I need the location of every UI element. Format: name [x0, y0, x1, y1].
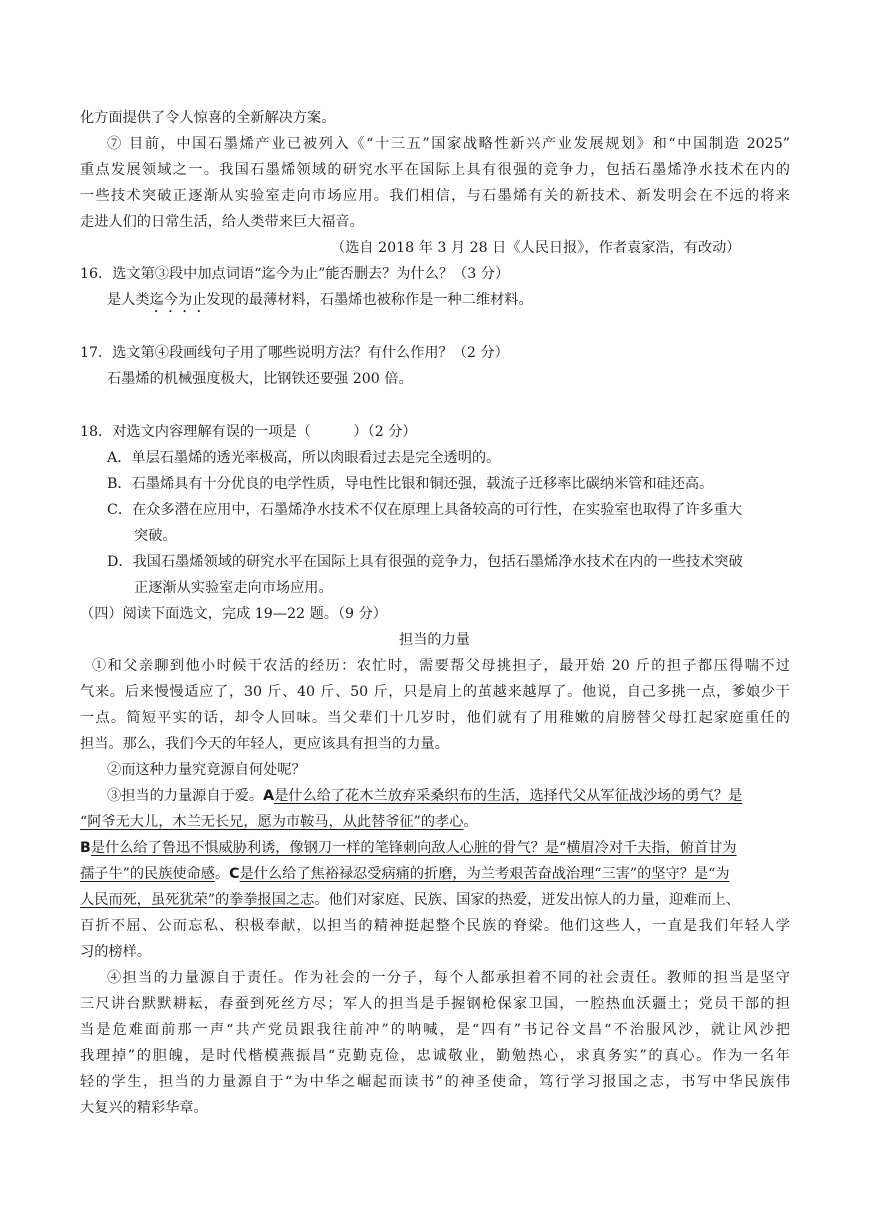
option-b: B．石墨烯具有十分优良的电学性质，导电性比银和铜还强，载流子迁移率比碳纳米管和硅还高。	[107, 476, 714, 492]
paragraph-1: 气来。后来慢慢适应了，30 斤、40 斤、50 斤，只是肩上的茧越来越厚了。他说，自己多挑一点，爹娘少干	[80, 684, 790, 700]
paragraph-3: 习的榜样。	[80, 944, 151, 960]
paragraph-3-text: 。他们对家庭、民族、国家的热爱，迸发出惊人的力量，迎难而上、	[314, 892, 740, 908]
question-18: 18．对选文内容理解有误的一项是（ ）（2 分）	[80, 424, 417, 440]
paragraph-3	[107, 786, 742, 806]
paragraph-3	[80, 864, 730, 884]
paragraph-4: 当是危难面前那一声“共产党员跟我往前冲”的呐喊，是“四有”书记谷文昌“不治服风沙，就让风沙把	[80, 1022, 790, 1038]
marker-a: A	[263, 788, 275, 804]
answer-16-dotted: 迄今为止	[149, 292, 207, 308]
article-title: 担当的力量	[399, 632, 470, 648]
paragraph-4: 大复兴的精彩华章。	[80, 1100, 208, 1116]
paragraph-3-text: 。	[463, 814, 478, 830]
option-c-line1: C．在众多潜在应用中，石墨烯净水技术不仅在原理上具备较高的可行性，在实验室也取得了许多重大	[107, 502, 743, 518]
paragraph-4: 我理掉”的胆魄，是时代楷模燕振昌“克勤克俭，忠诚敬业，勤勉热心，求真务实”的真心。作为一名年	[80, 1048, 790, 1064]
text-line: 化方面提供了令人惊喜的全新解决方案。	[80, 110, 336, 126]
paragraph-3	[80, 890, 740, 910]
source-citation: （选自 2018 年 3 月 28 日《人民日报》，作者袁家浩，有改动）	[331, 240, 741, 256]
underlined-sentence-c: 是什么给了焦裕禄忍受病痛的折磨，为兰考艰苦奋战治理“三害”的坚守？是“为	[239, 866, 730, 882]
paragraph-3-text: 。	[214, 866, 230, 882]
paragraph-1: ①和父亲聊到他小时候干农活的经历：农忙时，需要帮父母挑担子，最开始 20 斤的担子都压得喘不过	[92, 658, 790, 674]
paragraph-4: ④担当的力量源自于责任。作为社会的一分子，每个人都承担着不同的社会责任。教师的担当是坚守	[107, 970, 790, 986]
paragraph-3	[80, 838, 737, 858]
paragraph-4: 轻的学生，担当的力量源自于“为中华之崛起而读书”的神圣使命，笃行学习报国之志，书写中华民族伟	[80, 1074, 790, 1090]
underlined-sentence-c: 人民而死，虽死犹荣”的拳拳报国之志	[80, 892, 315, 908]
question-16: 16．选文第③段中加点词语“迄今为止”能否删去？为什么？（3 分）	[80, 266, 510, 282]
answer-16-pre: 是人类	[107, 292, 150, 308]
marker-b: B	[80, 840, 91, 856]
option-a: A．单层石墨烯的透光率极高，所以肉眼看过去是完全透明的。	[107, 450, 501, 466]
underlined-sentence-b: 孺子牛”的民族使命感	[80, 866, 215, 882]
question-17: 17．选文第④段画线句子用了哪些说明方法？有什么作用？（2 分）	[80, 345, 509, 361]
paragraph-3	[80, 812, 478, 832]
underlined-sentence-a: “阿爷无大儿，木兰无长兄，愿为市鞍马，从此替爷征”的孝心	[80, 814, 464, 830]
underlined-sentence-b: 是什么给了鲁迅不惧威胁利诱，像钢刀一样的笔锋刺向敌人心脏的骨气？是“横眉冷对千夫指，俯首甘为	[90, 840, 737, 856]
text-line: 走进人们的日常生活，给人类带来巨大福音。	[80, 214, 364, 230]
paragraph-4: 三尺讲台默默耕耘，春蚕到死丝方尽；军人的担当是手握钢枪保家卫国，一腔热血沃疆土；党员干部的担	[80, 996, 790, 1012]
text-line: ⑦ 目前，中国石墨烯产业已被列入《“十三五”国家战略性新兴产业发展规划》和“中国制造 2025”	[107, 136, 790, 152]
option-c-line2: 突破。	[134, 528, 177, 544]
answer-16	[107, 290, 533, 316]
answer-16-post: 发现的最薄材料，石墨烯也被称作是一种二维材料。	[206, 292, 533, 308]
option-d-line2: 正逐渐从实验室走向市场应用。	[134, 580, 333, 596]
marker-c: C	[229, 866, 240, 882]
paragraph-2: ②而这种力量究竟源自何处呢？	[107, 762, 306, 778]
text-line: 一些技术突破正逐渐从实验室走向市场应用。我们相信，与石墨烯有关的新技术、新发明会在不远的将来	[80, 188, 790, 204]
paragraph-1: 一点。简短平实的话，却令人回味。当父辈们十几岁时，他们就有了用稚嫩的肩膀替父母扛起家庭重任的	[80, 710, 790, 726]
answer-17: 石墨烯的机械强度极大，比钢铁还要强 200 倍。	[107, 371, 413, 387]
underlined-sentence-a: 是什么给了花木兰放弃采桑织布的生活，选择代父从军征战沙场的勇气？是	[274, 788, 743, 804]
option-d-line1: D．我国石墨烯领域的研究水平在国际上具有很强的竞争力，包括石墨烯净水技术在内的一些技术突破	[107, 554, 743, 570]
paragraph-3-text: ③担当的力量源自于爱。	[107, 788, 264, 804]
paragraph-1: 担当。那么，我们今天的年轻人，更应该具有担当的力量。	[80, 736, 449, 752]
paragraph-3: 百折不屈、公而忘私、积极奉献，以担当的精神挺起整个民族的脊梁。他们这些人，一直是我们年轻人学	[80, 918, 790, 934]
section-four-heading: （四）阅读下面选文，完成 19—22 题。（9 分）	[80, 606, 387, 622]
text-line: 重点发展领域之一。我国石墨烯领域的研究水平在国际上具有很强的竞争力，包括石墨烯净水技术在内的	[80, 162, 790, 178]
